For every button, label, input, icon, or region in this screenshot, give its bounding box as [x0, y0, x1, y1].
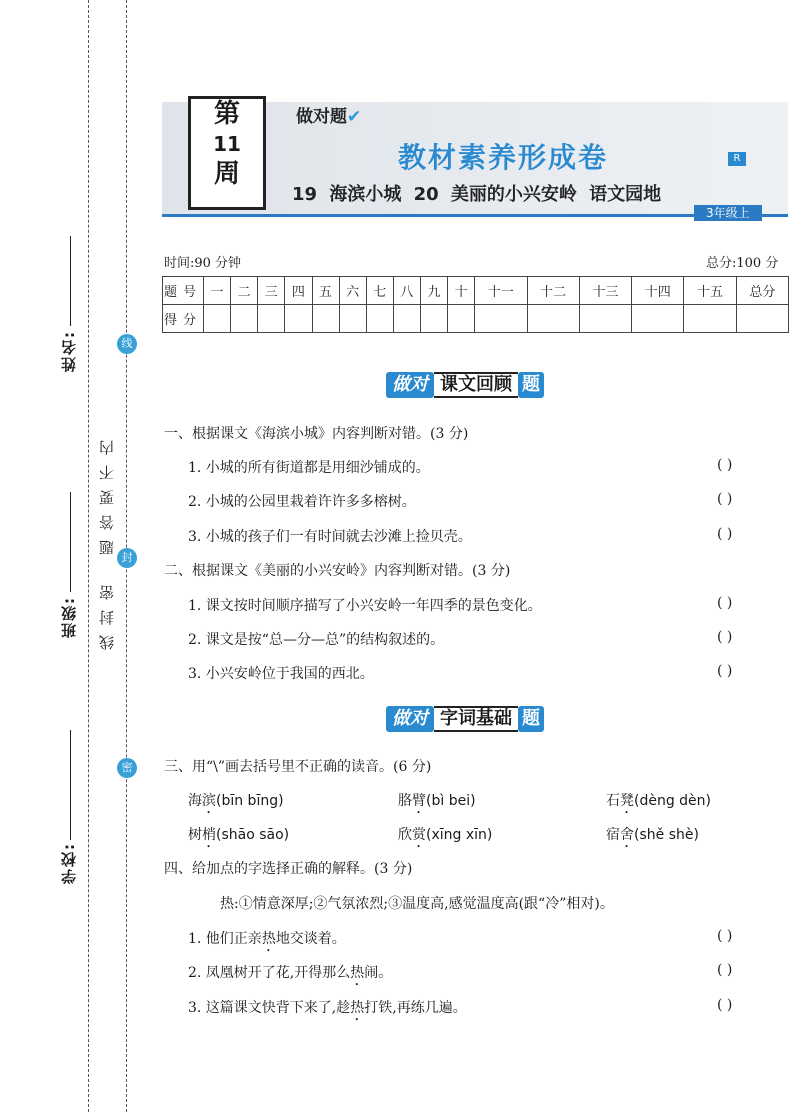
answer-parens[interactable]: ( ) [717, 663, 733, 679]
word-char: 宿 [606, 827, 620, 843]
grade-badge: 3年级上 [694, 205, 762, 221]
banner-part-main: 课文回顾 [434, 372, 518, 398]
score-cell[interactable] [366, 305, 393, 333]
answer-parens[interactable]: ( ) [717, 928, 733, 944]
pinyin-item [398, 824, 492, 851]
name-underline [70, 236, 71, 326]
pinyin-options[interactable]: (bì bei) [426, 793, 476, 809]
word-char: 欣 [398, 827, 412, 843]
sentence-part: 地交谈着。 [275, 931, 346, 947]
score-cell[interactable] [285, 305, 312, 333]
score-cell[interactable] [684, 305, 736, 333]
section-banner-review [386, 370, 544, 400]
q2-heading: 二、根据课文《美丽的小兴安岭》内容判断对错。(3 分) [164, 563, 511, 579]
week-char-1: 第 [213, 99, 240, 129]
word-char-dotted: 梢 [202, 827, 216, 843]
score-cell[interactable] [204, 305, 231, 333]
week-number: 11 [213, 132, 241, 156]
score-cell[interactable] [475, 305, 527, 333]
col-header: 五 [312, 277, 339, 305]
q3-heading: 三、用“\”画去括号里不正确的读音。(6 分) [164, 759, 432, 775]
col-header: 十 [448, 277, 475, 305]
brand-logo [296, 102, 361, 127]
score-cell[interactable] [736, 305, 788, 333]
score-cell[interactable] [231, 305, 258, 333]
dotted-char: 热 [350, 1000, 365, 1016]
score-cell[interactable] [527, 305, 579, 333]
pinyin-item [188, 790, 284, 817]
answer-parens[interactable]: ( ) [717, 629, 733, 645]
q2-item: 2. 课文是按“总—分—总”的结构叙述的。 [188, 632, 445, 648]
section-banner-vocab [386, 704, 544, 734]
score-row-header [163, 277, 789, 305]
pinyin-options[interactable]: (shě shè) [634, 827, 699, 843]
dotted-char: 热 [350, 965, 365, 981]
q4-item [188, 997, 467, 1024]
col-header: 三 [258, 277, 285, 305]
class-underline [70, 492, 71, 592]
answer-parens[interactable]: ( ) [717, 457, 733, 473]
sentence-part: 打铁,再练几遍。 [364, 1000, 467, 1016]
school-underline [70, 730, 71, 840]
q4-item [188, 962, 392, 989]
col-header: 九 [421, 277, 448, 305]
col-header: 四 [285, 277, 312, 305]
word-char-dotted: 凳 [620, 793, 634, 809]
pinyin-options[interactable]: (xīng xīn) [426, 827, 493, 843]
sentence-part: 闹。 [364, 965, 393, 981]
week-char-2: 周 [213, 159, 240, 189]
seal-mi-mark: 密 [117, 758, 137, 778]
brand-text: 做对题 [296, 107, 347, 127]
sentence-part: 1. 他们正亲 [188, 931, 262, 947]
col-header: 总分 [736, 277, 788, 305]
word-char-dotted: 臂 [412, 793, 426, 809]
score-cell[interactable] [258, 305, 285, 333]
answer-parens[interactable]: ( ) [717, 997, 733, 1013]
word-char-dotted: 舍 [620, 827, 634, 843]
word-char: 石 [606, 793, 620, 809]
row-label-number: 题号 [163, 277, 204, 305]
answer-parens[interactable]: ( ) [717, 526, 733, 542]
time-label: 时间:90 分钟 [164, 256, 242, 271]
col-header: 十二 [527, 277, 579, 305]
q1-item: 3. 小城的孩子们一有时间就去沙滩上捡贝壳。 [188, 529, 472, 545]
banner-part-zuodui: 做对 [386, 706, 434, 732]
col-header: 十一 [475, 277, 527, 305]
answer-parens[interactable]: ( ) [717, 595, 733, 611]
sentence-part: 3. 这篇课文快背下来了,趁 [188, 1000, 351, 1016]
pinyin-options[interactable]: (bīn bīng) [216, 793, 284, 809]
margin-dash-line-outer [88, 0, 89, 1112]
row-label-score: 得分 [163, 305, 204, 333]
sentence-part: 2. 凤凰树开了花,开得那么 [188, 965, 351, 981]
word-char-dotted: 滨 [202, 793, 216, 809]
seal-seal-mark: 封 [117, 548, 137, 568]
col-header: 六 [339, 277, 366, 305]
answer-parens[interactable]: ( ) [717, 491, 733, 507]
banner-part-ti: 题 [518, 372, 544, 398]
col-header: 八 [393, 277, 420, 305]
score-table [162, 276, 789, 333]
score-cell[interactable] [421, 305, 448, 333]
col-header: 十三 [579, 277, 631, 305]
banner-part-main: 字词基础 [434, 706, 518, 732]
r-badge: R [728, 152, 746, 166]
col-header: 二 [231, 277, 258, 305]
checkmark-icon: ✔ [347, 107, 362, 127]
score-cell[interactable] [579, 305, 631, 333]
word-char: 胳 [398, 793, 412, 809]
q1-item: 2. 小城的公园里栽着许许多多榕树。 [188, 494, 416, 510]
pinyin-item [606, 790, 711, 817]
col-header: 十四 [632, 277, 684, 305]
col-header: 七 [366, 277, 393, 305]
q2-item: 3. 小兴安岭位于我国的西北。 [188, 666, 374, 682]
school-label: 学校: [60, 842, 78, 884]
col-header: 一 [204, 277, 231, 305]
score-cell[interactable] [393, 305, 420, 333]
q2-item: 1. 课文按时间顺序描写了小兴安岭一年四季的景色变化。 [188, 598, 542, 614]
paper-title: 教材素养形成卷 [398, 141, 609, 174]
total-score-label: 总分:100 分 [706, 256, 779, 271]
paper-subtitle: 19 海滨小城 20 美丽的小兴安岭 语文园地 [292, 184, 662, 205]
banner-part-zuodui: 做对 [386, 372, 434, 398]
pinyin-item [398, 790, 476, 817]
score-cell[interactable] [448, 305, 475, 333]
week-box [188, 96, 266, 210]
q4-heading: 四、给加点的字选择正确的解释。(3 分) [164, 861, 413, 877]
header-banner [162, 92, 788, 220]
col-header: 十五 [684, 277, 736, 305]
margin-warning-top: 题答要不内 [98, 430, 116, 555]
answer-parens[interactable]: ( ) [717, 962, 733, 978]
q1-heading: 一、根据课文《海滨小城》内容判断对错。(3 分) [164, 426, 469, 442]
word-char: 海 [188, 793, 202, 809]
dotted-char: 热 [261, 931, 276, 947]
pinyin-item [606, 824, 699, 851]
pinyin-item [188, 824, 289, 851]
score-cell[interactable] [632, 305, 684, 333]
word-char: 树 [188, 827, 202, 843]
banner-part-ti: 题 [518, 706, 544, 732]
name-label: 姓名: [60, 330, 78, 372]
pinyin-options[interactable]: (dèng dèn) [634, 793, 712, 809]
word-char-dotted: 赏 [412, 827, 426, 843]
q1-item: 1. 小城的所有街道都是用细沙铺成的。 [188, 460, 430, 476]
q4-item [188, 928, 346, 955]
score-cell[interactable] [339, 305, 366, 333]
margin-warning-bottom: 线封密 [98, 575, 116, 650]
score-cell[interactable] [312, 305, 339, 333]
score-row-blank [163, 305, 789, 333]
seal-line-mark: 线 [117, 334, 137, 354]
q4-definition: 热:①情意深厚;②气氛浓烈;③温度高,感觉温度高(跟“冷”相对)。 [220, 896, 614, 912]
class-label: 班级: [60, 596, 78, 638]
pinyin-options[interactable]: (shāo sāo) [216, 827, 290, 843]
